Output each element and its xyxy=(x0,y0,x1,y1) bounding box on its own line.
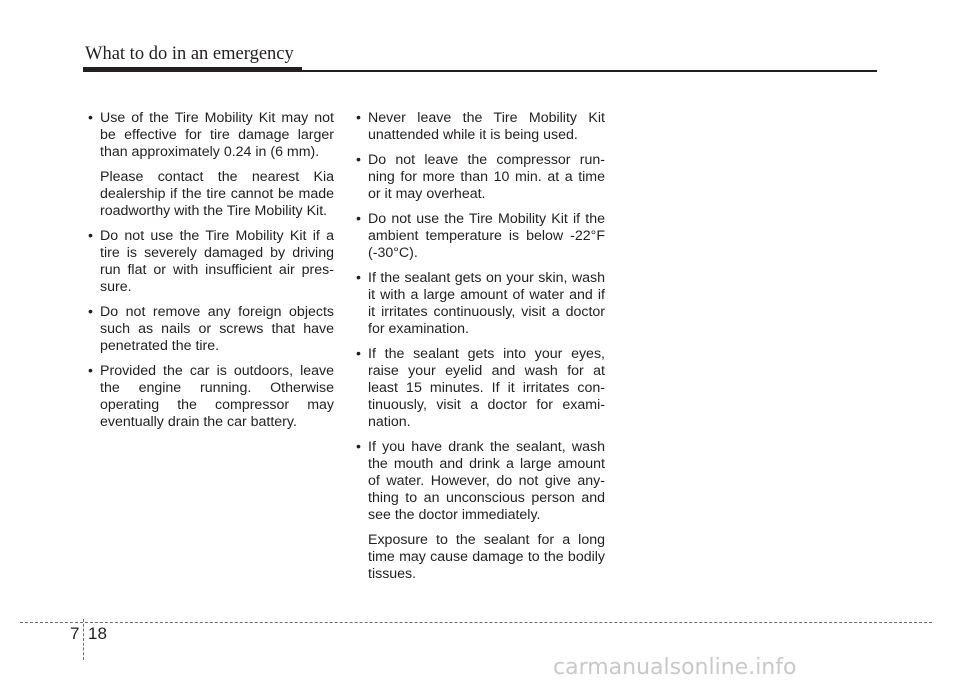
bullet-item xyxy=(356,110,605,144)
bullet-dot: • xyxy=(88,304,93,320)
footer-divider xyxy=(83,619,84,660)
bullet-item xyxy=(356,346,605,431)
bullet-item xyxy=(356,270,605,338)
page-title: What to do in an emergency xyxy=(85,44,294,64)
bullet-dot: • xyxy=(88,110,93,126)
chapter-number: 7 xyxy=(70,624,80,643)
bullet-text: Do not leave the compressor run-ning for more than 10 min. at a time or it may overheat. xyxy=(368,152,605,202)
bullet-text: Do not use the Tire Mobility Kit if a tire is severely damaged by driving run flat or with insufficient air pres-sure. xyxy=(100,228,334,295)
bullet-dot: • xyxy=(356,110,361,126)
bullet-dot: • xyxy=(356,346,361,362)
bullet-dot: • xyxy=(356,152,361,168)
bullet-item xyxy=(88,228,334,296)
bullet-item xyxy=(88,363,334,431)
bullet-continuation: Please contact the nearest Kia dealership if the tire cannot be made roadworthy with the Tire Mobility Kit. xyxy=(100,169,334,219)
page-number: 18 xyxy=(88,624,107,643)
bullet-text: Do not remove any foreign objects such as nails or screws that have penetrated the tire. xyxy=(100,304,334,354)
bullet-text: Never leave the Tire Mobility Kit unattended while it is being used. xyxy=(368,110,605,143)
footer-rule xyxy=(20,622,932,623)
bullet-item xyxy=(356,152,605,203)
header-rule-thick xyxy=(83,67,302,72)
header-rule-thin xyxy=(300,70,877,72)
bullet-dot: • xyxy=(356,270,361,286)
bullet-dot: • xyxy=(88,363,93,379)
bullet-text: If the sealant gets into your eyes, raise your eyelid and wash for at least 15 minutes. If it irritates con-tinuously, visit a doctor for exami-nation. xyxy=(368,346,605,430)
bullet-text: If the sealant gets on your skin, wash it with a large amount of water and if it irritates continuously, visit a doctor for examination. xyxy=(368,270,605,337)
bullet-dot: • xyxy=(356,211,361,227)
bullet-item xyxy=(356,211,605,262)
left-column xyxy=(88,110,334,439)
bullet-text: If you have drank the sealant, wash the mouth and drink a large amount of water. However, do not give any-thing to an unconscious person and see the doctor immediately. xyxy=(368,439,605,523)
bullet-item xyxy=(356,439,605,524)
watermark: carmanualsonline.info xyxy=(553,655,797,680)
bullet-dot: • xyxy=(356,439,361,455)
bullet-text: Do not use the Tire Mobility Kit if the ambient temperature is below -22°F (-30°C). xyxy=(368,211,605,261)
bullet-text: Provided the car is outdoors, leave the engine running. Otherwise operating the compressor may eventually drain the car battery. xyxy=(100,363,334,430)
bullet-text: Use of the Tire Mobility Kit may not be effective for tire damage larger than approximately 0.24 in (6 mm). xyxy=(100,110,334,160)
bullet-item xyxy=(88,304,334,355)
bullet-item xyxy=(88,110,334,161)
bullet-continuation: Exposure to the sealant for a long time may cause damage to the bodily tissues. xyxy=(368,532,605,582)
right-column xyxy=(356,110,605,591)
bullet-dot: • xyxy=(88,228,93,244)
